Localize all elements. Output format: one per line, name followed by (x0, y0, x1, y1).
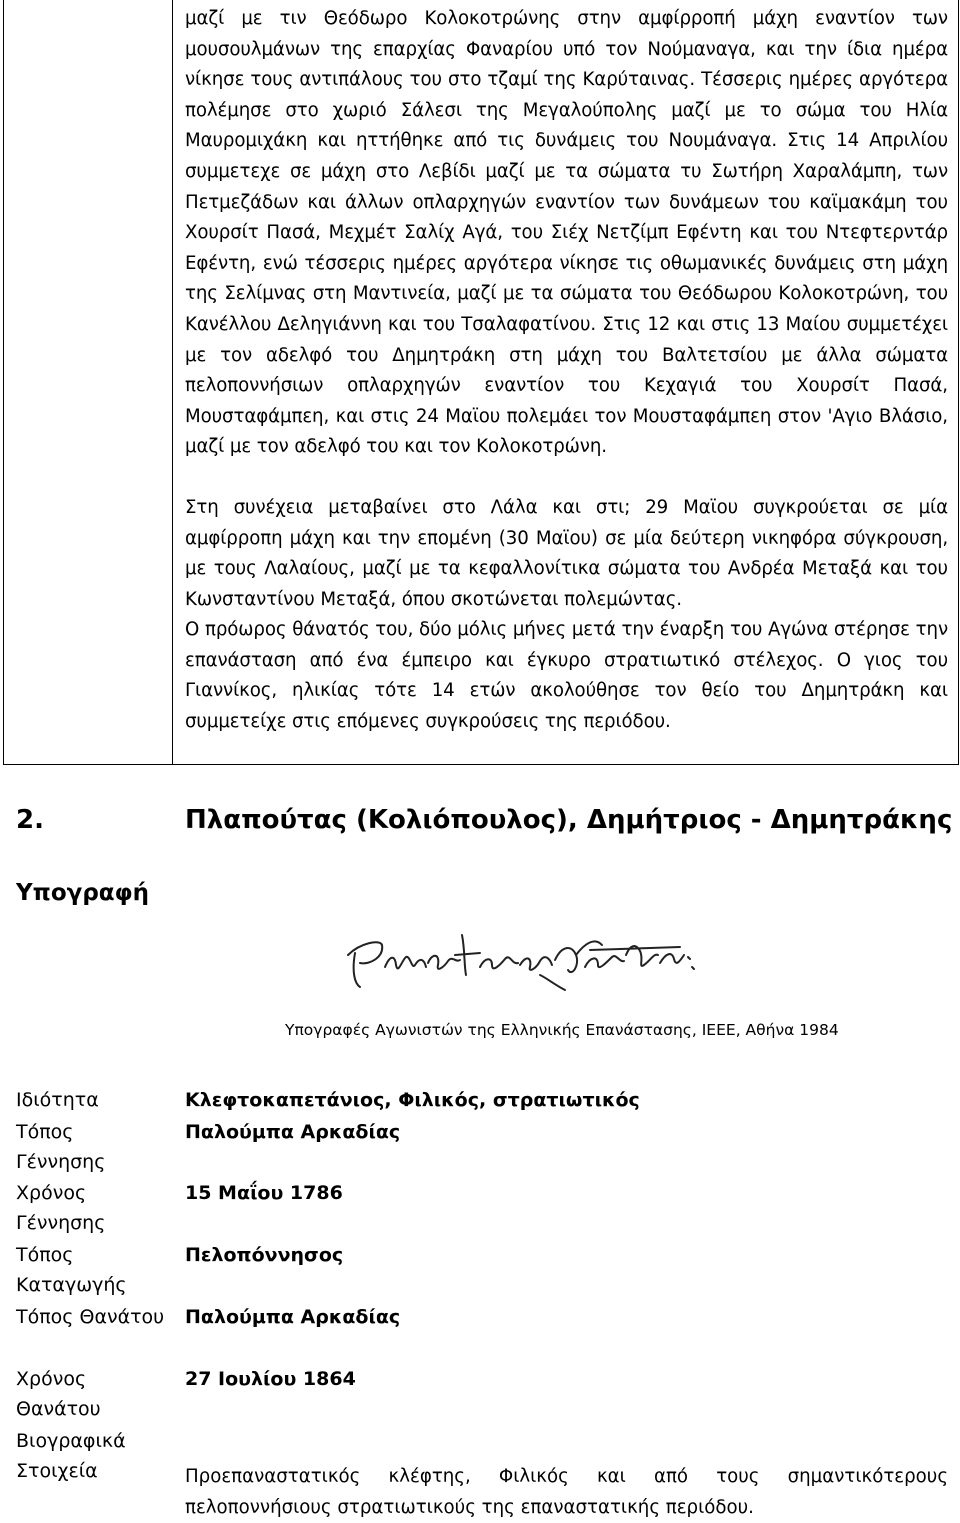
label-death-date: Χρόνος Θανάτου (16, 1368, 101, 1420)
entry-number: 2. (16, 805, 44, 835)
biography-paragraph-3: Ο πρόωρος θάνατός του, δύο μόλις μήνες μετά την έναρξη του Αγώνα στέρησε την επανάσταση από ένα έμπειρο και έγκυρο στρατιωτικό στέλεχος. Ο γιος του Γιαννίκος, ηλικίας τότε 14 ετών ακολούθησε τον θείο του Δημητράκη και συμμετείχε στις επόμενες συγκρούσεις της περιόδου. (185, 619, 948, 732)
table-border-bottom (3, 764, 959, 765)
label-biography: Βιογραφικά Στοιχεία (16, 1430, 126, 1482)
label-birth-date: Χρόνος Γέννησης (16, 1182, 106, 1234)
table-border-left (3, 0, 4, 765)
signature-caption: Υπογραφές Αγωνιστών της Ελληνικής Επανάστασης, ΙΕΕΕ, Αθήνα 1984 (285, 1021, 839, 1039)
biography-paragraph-2: Στη συνέχεια μεταβαίνει στο Λάλα και στι; 29 Μαϊου συγκρούεται σε μία αμφίρροπη μάχη και την επομένη (30 Μαϊου) σε μία δεύτερη νικηφόρα σύγκρουση, με τους Λαλαίους, μαζί με τα κεφαλλονίτικα σώματα του Ανδρέα Μεταξά και του Κωνσταντίνου Μεταξά, όπου σκοτώνεται πολεμώντας. (185, 497, 948, 610)
label-origin: Τόπος Καταγωγής (16, 1244, 127, 1296)
value-birth-place: Παλούμπα Αρκαδίας (185, 1121, 401, 1143)
table-divider (172, 0, 173, 765)
label-birth-place: Τόπος Γέννησης (16, 1121, 106, 1173)
value-birth-date: 15 Μαΐου 1786 (185, 1182, 343, 1204)
value-biography: Προεπαναστατικός κλέφτης, Φιλικός και από τους σημαντικότερους πελοποννήσιους στρατιωτικούς της επαναστατικής περιόδου. (185, 1466, 948, 1518)
signature-label: Υπογραφή (16, 880, 149, 906)
table-border-right (958, 0, 959, 765)
value-property: Κλεφτοκαπετάνιος, Φιλικός, στρατιωτικός (185, 1089, 640, 1111)
label-death-place: Τόπος Θανάτου (16, 1306, 165, 1328)
signature-image (340, 915, 710, 995)
value-death-place: Παλούμπα Αρκαδίας (185, 1306, 401, 1328)
value-origin: Πελοπόννησος (185, 1244, 344, 1266)
label-property: Ιδιότητα (16, 1089, 99, 1111)
biography-paragraph-1: μαζί με τιν Θεόδωρο Κολοκοτρώνης στην αμφίρροπή μάχη εναντίον των μουσουλμάνων της επαρχίας Φαναρίου υπό τον Νούμαναγα, και την ίδια ημέρα νίκησε τους αντιπάλους του στο τζαμί της Καρύταινας. Τέσσερις ημέρες αργότερα πολέμησε στο χωριό Σάλεσι της Μεγαλούπολης μαζί με το σώμα του Ηλία Μαυρομιχάκη και ηττήθηκε από τις δυνάμεις του Νουμάναγα. Στις 14 Απριλίου συμμετεχε σε μάχη στο Λεβίδι μαζί με τα σώματα τυ Σωτήρη Χαραλάμπη, των Πετμεζάδων και άλλων οπλαρχηγών εναντίον των δυνάμεων του καϊμακάμη του Χουρσίτ Πασά, Μεχμέτ Σαλίχ Αγά, του Σιέχ Νετζίμπ Εφέντη και του Ντεφτερντάρ Εφέντη, ενώ τέσσερις ημέρες αργότερα νίκησε τις οθωμανικές δυνάμεις στη μάχη της Σελίμνας στη Μαντινεία, μαζί με τα σώματα του Θεόδωρου Κολοκοτρώνη, του Κανέλλου Δεληγιάννη και του Τσαλαφατίνου. Στις 12 και στις 13 Μαίου συμμετέχει με τον αδελφό του Δημητράκη στη μάχη του Βαλτετσίου με άλλα σώματα πελοποννήσιων οπλαρχηγών εναντίον του Κεχαγιά του Χουρσίτ Πασά, Μουσταφάμπεη, και στις 24 Μαϊου πολεμάει τον Μουσταφάμπεη στον 'Αγιο Βλάσιο, μαζί με τον αδελφό του και τον Κολοκοτρώνη. (185, 8, 948, 458)
value-death-date: 27 Ιουλίου 1864 (185, 1368, 356, 1390)
entry-name: Πλαπούτας (Κολιόπουλος), Δημήτριος - Δημητράκης (185, 805, 953, 835)
